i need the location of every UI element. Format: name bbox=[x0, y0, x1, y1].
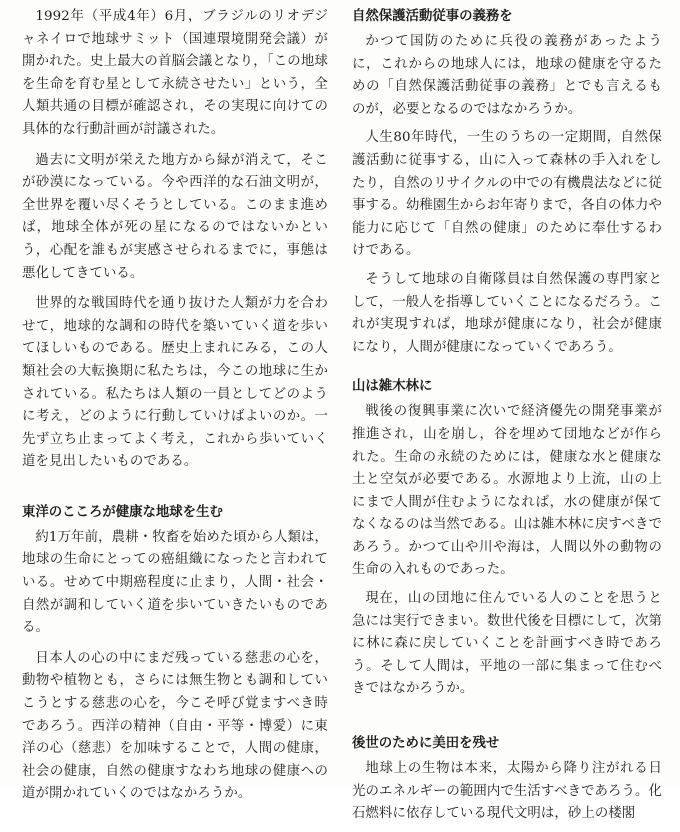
heading-conservation-duty: 自然保護活動従事の義務を bbox=[352, 9, 513, 24]
paragraph-lifetime-service: 人生80年時代，一生のうちの一定期間，自然保護活動に従事する，山に入って森林の手入れをしたり，自然のリサイクルの中での有機農法などに従事する。幼稚園生からお年寄りまで，各自の体力や能力に応じて「自然の健康」のために奉仕するわけである。 bbox=[352, 130, 663, 259]
section-spacer bbox=[22, 482, 328, 502]
heading-eastern-heart: 東洋のこころが健康な地球を生む bbox=[22, 504, 223, 520]
paragraph-earth-summit: 1992年（平成4年）6月，ブラジルのリオデジャネイロで地球サミット（国連環境開発会議）が開かれた。史上最大の首脳会議となり，「この地球を生命を育む星として永続させたい」という，全人類共通の目標が確認され，その実現に向けての具体的な行動計画が討議された。 bbox=[22, 9, 328, 137]
paragraph-military-duty-analogy: かつて国防のために兵役の義務があったように，これからの地球人には，地球の健康を守るための「自然保護活動従事の義務」とでも言えるものが，必要となるのではなかろうか。 bbox=[352, 34, 662, 117]
paragraph-era-of-harmony: 世界的な戦国時代を通り抜けた人類が力を合わせて，地球的な調和の時代を築いていく道を歩いてほしいものである。歴史上まれにみる，この人類社会の大転換期に私たちは，今この地球に生かされている。私たちは人類の一員としてどのように考え，どのように行動していけばよいのか。一先ず立ち止まってよく考え，これから歩いていく道を見出したいものである。 bbox=[22, 296, 328, 470]
paragraph-agriculture-cancer: 約1万年前，農耕・牧畜を始めた頃から人類は，地球の生命にとっての癌組織になったと言われている。せめて中期癌程度に止まり，人間・社会・自然が調和していく道を歩いていきたいものである。 bbox=[22, 529, 328, 636]
paragraph-earth-defense-force: そうして地球の自衛隊員は自然保護の専門家として，一般人を指導していくことになるだろう。これが実現すれば，地球が健康になり，社会が健康になり，人間が健康になっていくであろう。 bbox=[352, 271, 663, 355]
paragraph-desertification: 過去に文明が栄えた地方から緑が消えて，そこが砂漠になっている。今や西洋的な石油文明が，全世界を覆い尽くそうとしている。このまま進めば，地球全体が死の星になるのではないかという，心配を誰もが実感させられるまでに，事態は悪化してきている。 bbox=[22, 152, 328, 281]
paragraph-return-to-forest: 現在，山の団地に住んでいる人のことを思うと急には実行できまい。数世代後を目標にして，次第に林に森に戻していくことを計画すべき時であろう。そして人間は，平地の一部に集まって住むべきではなかろうか。 bbox=[352, 591, 663, 697]
column-divider bbox=[340, 10, 341, 780]
heading-mixed-forest: 山は雑木林に bbox=[352, 379, 433, 395]
heading-future-generations: 後世のために美田を残せ bbox=[352, 736, 500, 752]
paragraph-solar-energy: 地球上の生物は本来，太陽から降り注がれる日光のエネルギーの範囲内で生活すべきであろう。化石燃料に依存している現代文明は，砂上の楼閣 bbox=[352, 761, 663, 822]
right-column bbox=[352, 6, 662, 832]
section-spacer bbox=[352, 707, 662, 733]
section-spacer bbox=[352, 365, 662, 376]
paragraph-compassion: 日本人の心の中にまだ残っている慈悲の心を，動物や植物とも，さらには無生物とも調和していこうとする慈悲の心を，今こそ呼び覚ますべき時であろう。西洋の精神（自由・平等・博愛）に東洋の心（慈悲）を加味することで，人間の健康，社会の健康，自然の健康すなわち地球の健康への道が開かれていくのではなかろうか。 bbox=[22, 650, 328, 802]
paragraph-postwar-development: 戦後の復興事業に次いで経済優先の開発事業が推進され，山を崩し，谷を埋めて団地などが作られた。生命の永続のためには，健康な水と健康な土と空気が必要である。水源地より上流，山の上にまで人間が住むようになれば，水の健康が保てなくなるのは当然である。山は雑木林に戻すべきであろう。かつて山や川や海は，人間以外の動物の生命の入れものであった。 bbox=[352, 404, 663, 578]
left-column bbox=[22, 6, 328, 814]
